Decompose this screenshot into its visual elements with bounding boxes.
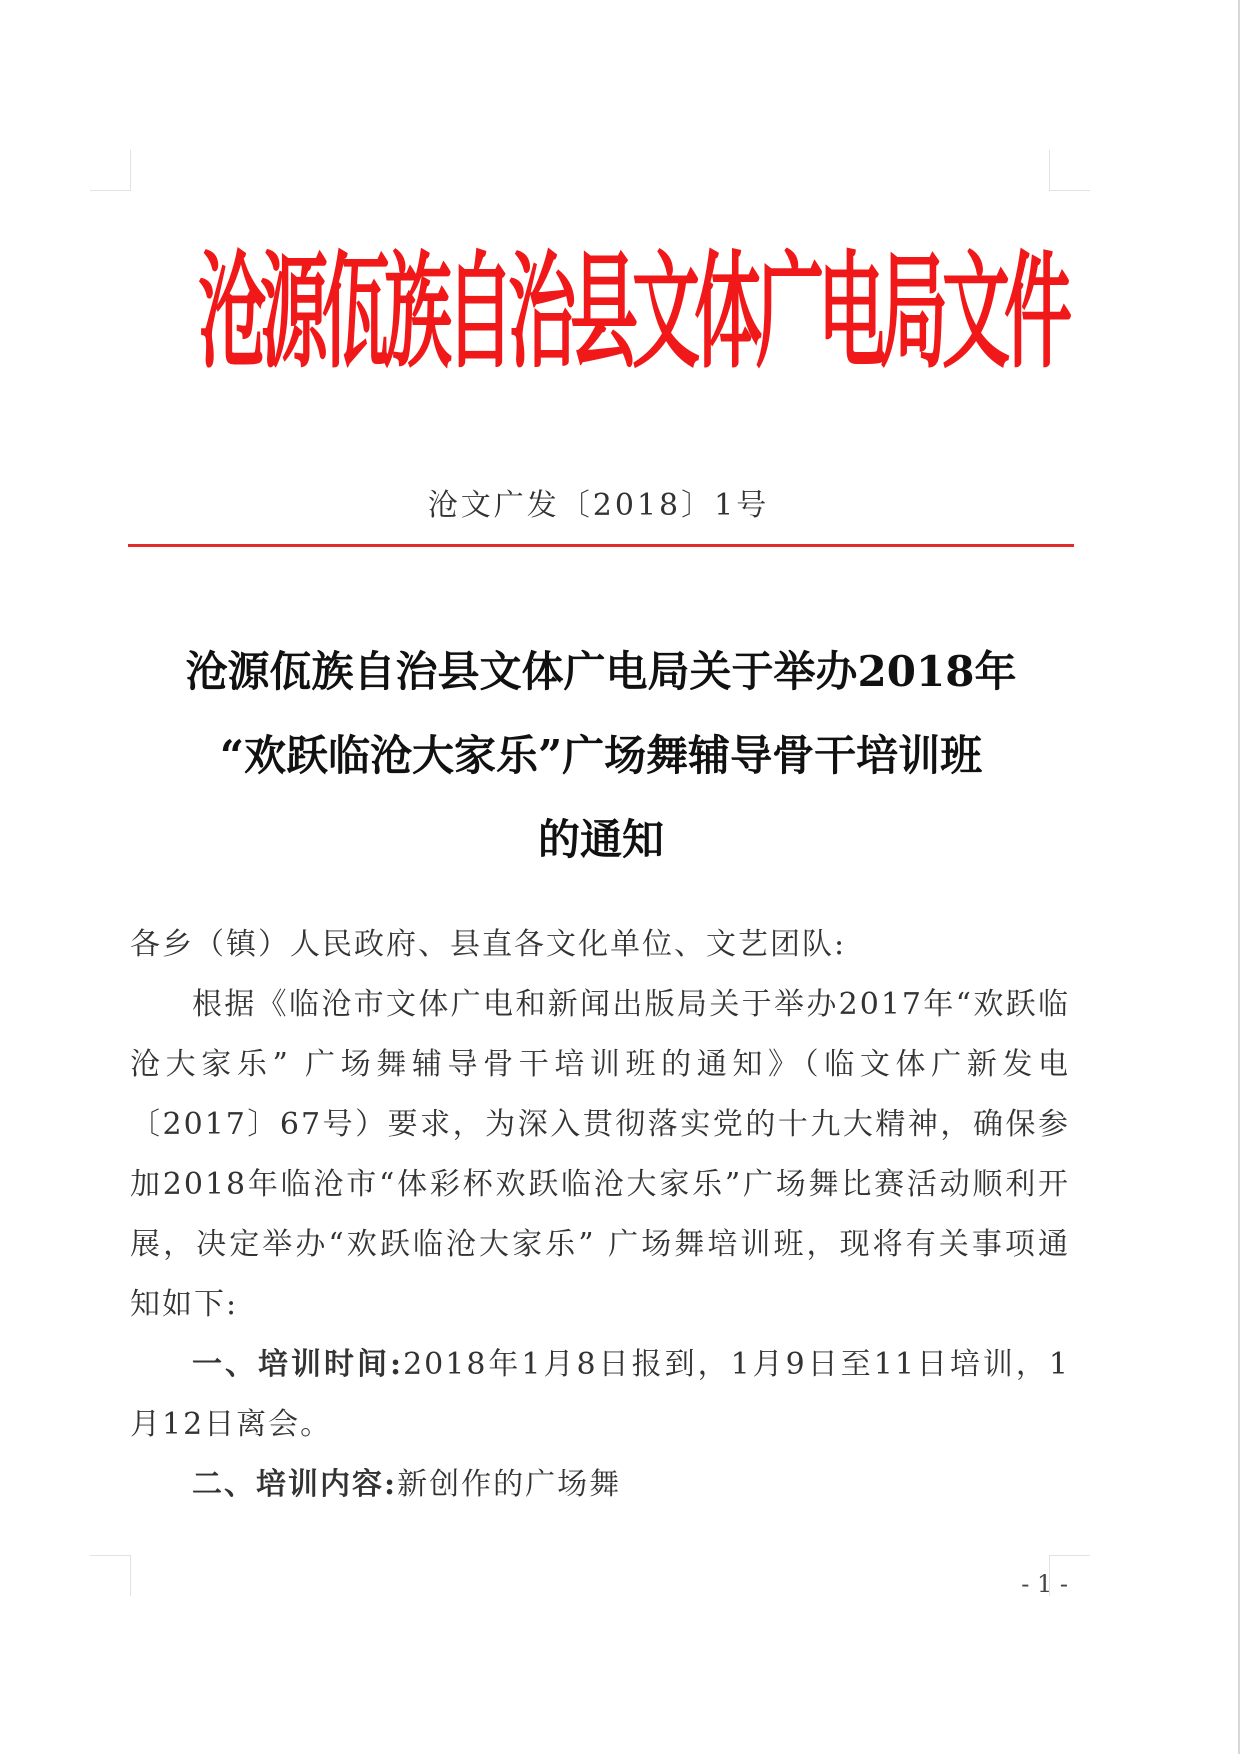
document-title (128, 630, 1074, 882)
document-number: 沧文广发〔2018〕1号 (427, 488, 770, 523)
crop-mark-top-right (1049, 150, 1090, 191)
crop-mark-bottom-left (90, 1555, 131, 1596)
crop-mark-top-left (90, 150, 131, 191)
title-line-2: “欢跃临沧大家乐”广场舞辅导骨干培训班 (219, 731, 983, 780)
item-2-text: 新创作的广场舞 (397, 1467, 622, 1502)
page-number: - 1 - (1021, 1570, 1068, 1598)
item-2 (130, 1455, 1070, 1515)
red-divider (128, 544, 1074, 547)
addressee: 各乡（镇）人民政府、县直各文化单位、文艺团队: (130, 927, 847, 962)
item-1-text: 2018年1月8日报到，1月9日至11日培训，1月12日离会。 (130, 1347, 1070, 1442)
paragraph-1: 根据《临沧市文体广电和新闻出版局关于举办2017年“欢跃临沧大家乐” 广场舞辅导骨干培训班的通知》（临文体广新发电〔2017〕67号）要求，为深入贯彻落实党的十九大精神，确保参加2018年临沧市“体彩杯欢跃临沧大家乐”广场舞比赛活动顺利开展，决定举办“欢跃临沧大家乐” 广场舞培训班，现将有关事项通知如下: (130, 987, 1070, 1322)
red-header-title: 沧源佤族自治县文体广电局文件 (198, 241, 1067, 388)
document-body (130, 915, 1070, 1515)
item-2-label: 二、培训内容: (192, 1467, 398, 1502)
title-line-1: 沧源佤族自治县文体广电局关于举办2018年 (185, 647, 1017, 696)
title-line-3: 的通知 (537, 815, 664, 864)
item-1 (130, 1335, 1070, 1455)
item-1-label: 一、培训时间: (192, 1347, 404, 1382)
